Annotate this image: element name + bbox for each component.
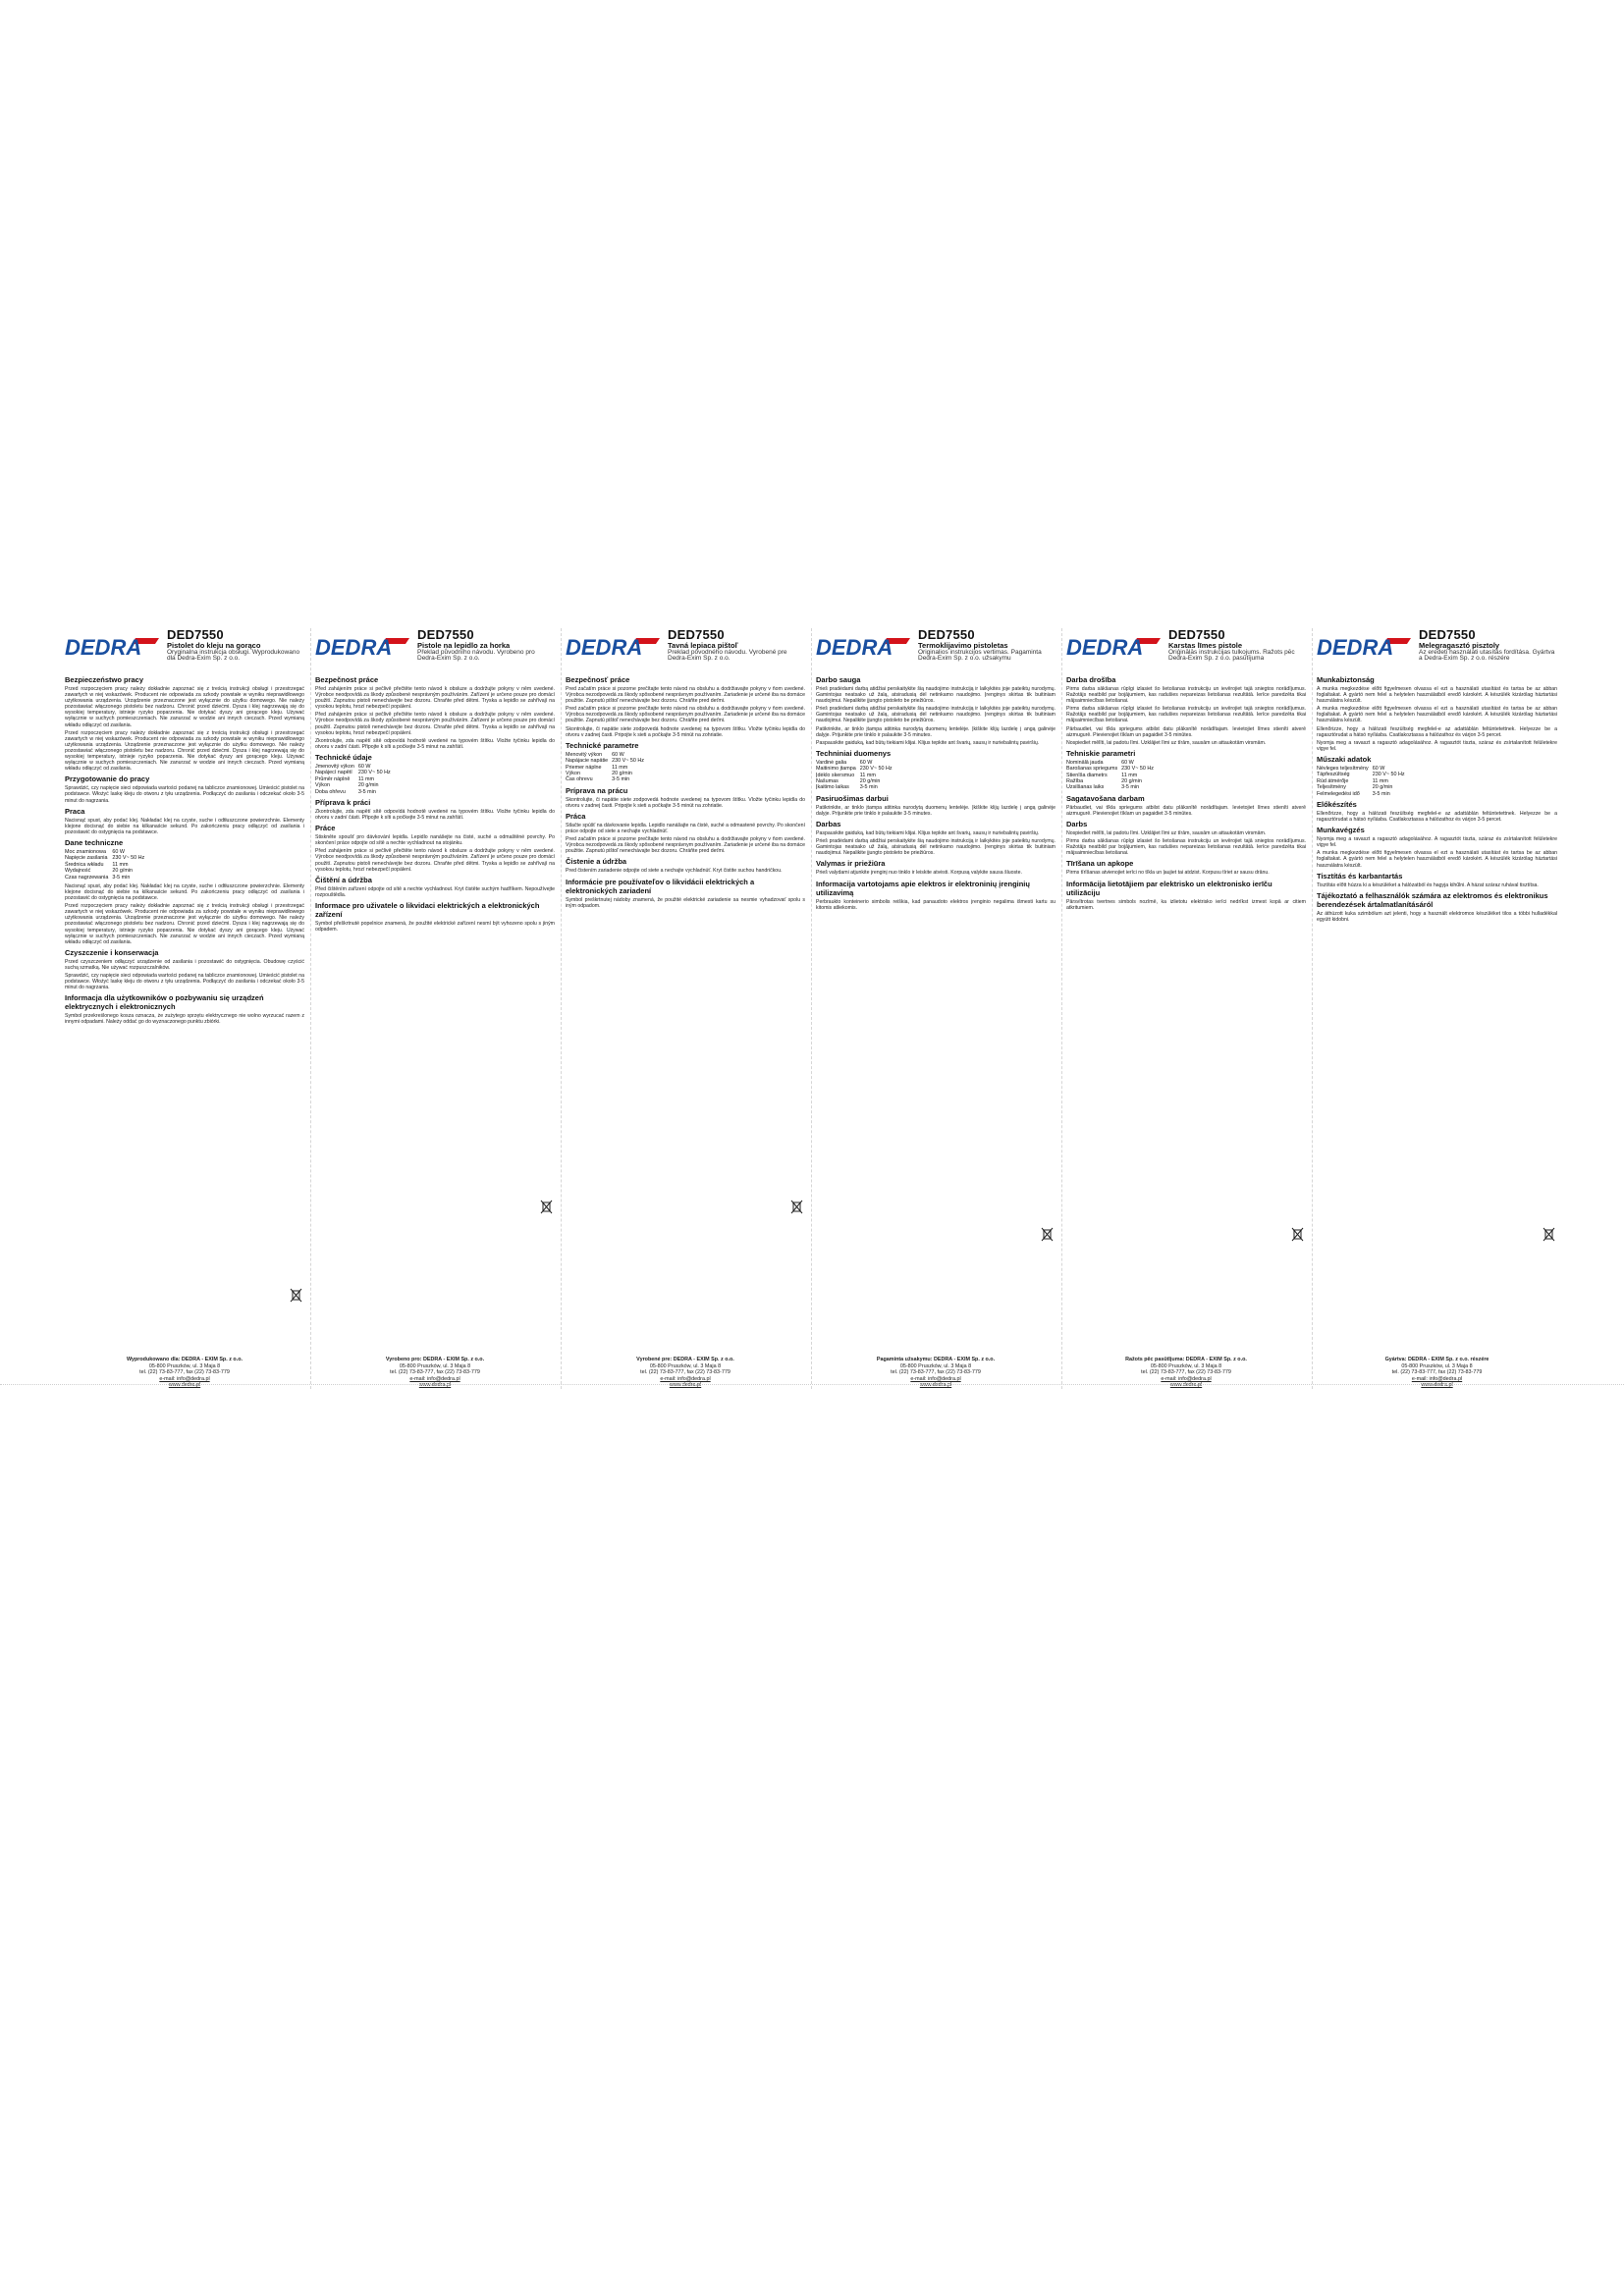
spec-table [566, 752, 648, 783]
product-name: Karstas līmes pistole [1168, 640, 1243, 650]
section-text: Prieš pradėdami darbą atidžiai perskaitykite šią naudojimo instrukciją ir laikykitės joje pateiktų nurodymų. Gamintojas neatsako už žalą, atsiradusią dėl netinkamo naudojimo. Įrenginys skirtas tik buitiniam naudojimui. Nepalikite įjungto pistoleto be priežiūros. [816, 838, 1056, 857]
spec-row: Barošanas spriegums 230 V~ 50 Hz [1066, 766, 1154, 773]
model-number: DED7550 [1419, 628, 1476, 642]
section-text: A munka megkezdése előtt figyelmesen olvassa el ezt a használati utasítást és tartsa be az abban foglaltakat. A gyártó nem felel a helytelen használatból eredő károkért. A készülék kizárólag háztartási használatra készült. [1317, 850, 1557, 869]
importer-note: Originalios instrukcijos vertimas. Pagaminta Dedra-Exim Sp. z o.o. užsakymu [918, 648, 1042, 663]
dedra-logo [566, 634, 662, 660]
column-footer: Vyrobené pre: DEDRA - EXIM Sp. z o.o. 05-800 Pruszków, ul. 3 Maja 8 tel. (22) 73-83-777, fax (22) 73-83-779 e-mail: info@dedra.pl www.dedra.pl [566, 1357, 805, 1389]
spec-row: Teljesítmény 20 g/min [1317, 784, 1393, 791]
column-pl [61, 628, 311, 1389]
dedra-logo [816, 634, 912, 660]
section-title: Technické parametre [566, 740, 639, 750]
crossed-bin-icon [540, 1200, 553, 1214]
fold-line [0, 1384, 1624, 1387]
importer-note: Preklad pôvodného návodu. Vyrobené pre Dedra-Exim Sp. z o.o. [668, 648, 787, 663]
section-text: Patikrinkite, ar tinklo įtampa atitinka nurodytą duomenų lentelėje. Įkiškite klijų lazdelę į angą galinėje dalyje. Prijunkite prie tinklo ir palaukite 3-5 minutes. [816, 725, 1056, 738]
section-text: Pirms darba sākšanas rūpīgi izlasiet šo lietošanas instrukciju un ievērojiet tajā sniegtos norādījumus. Ražotājs neatbild par bojājumiem, kas radušies nepareizas lietošanas rezultātā. Ierīce paredzēta tikai mājsaimniecības lietošanai. [1066, 838, 1306, 857]
section-text: A munka megkezdése előtt figyelmesen olvassa el ezt a használati utasítást és tartsa be az abban foglaltakat. A gyártó nem felel a helytelen használatból eredő károkért. A készülék kizárólag háztartási használatra készült. [1317, 706, 1557, 724]
spec-row: Névleges teljesítmény 60 W [1317, 765, 1385, 772]
column-header [816, 628, 1056, 671]
column-footer: Vyrobeno pro: DEDRA - EXIM Sp. z o.o. 05-800 Pruszków, ul. 3 Maja 8 tel. (22) 73-83-777, fax (22) 73-83-779 e-mail: info@dedra.pl www.dedra.pl [315, 1357, 555, 1389]
column-lv [1062, 628, 1313, 1389]
section-text: Przed rozpoczęciem pracy należy dokładnie zapoznać się z treścią instrukcji obsługi i przestrzegać zawartych w niej wskazówek. Producent nie odpowiada za szkody powstałe w wyniku nieprawidłowego użytkowania urządzenia. Urządzenie przeznaczone jest wyłącznie do użytku domowego. Nie należy pozostawiać włączonego pistoletu bez nadzoru. Chronić przed dziećmi. Dysza i klej nagrzewają się do wysokiej temperatury, istnieje ryzyko poparzenia. Nie dotykać dyszy ani gorącego kleju. Używać wyłącznie w suchych pomieszczeniach. Nie zanurzać w wodzie ani innych cieczach. Przed wymianą wkładu odłączyć od zasilania. [65, 686, 304, 728]
section-text: Prieš valydami atjunkite įrenginį nuo tinklo ir leiskite atvėsti. Korpusą valykite sausa šluoste. [816, 870, 1022, 877]
spec-row: Nominālā jauda 60 W [1066, 759, 1134, 766]
section-title: Munkavégzés [1317, 826, 1365, 835]
column-hu [1313, 628, 1563, 1389]
section-title: Príprava na prácu [566, 785, 628, 795]
language-columns [61, 628, 1563, 1389]
section-text: Pārsvītrotas tvertnes simbols nozīmē, ka izlietotu elektrisko ierīci nedrīkst izmest kopā ar citiem atkritumiem. [1066, 898, 1306, 911]
section-title: Tájékoztató a felhasználók számára az elektromos és elektronikus berendezések ártalmatlanításáról [1317, 890, 1548, 909]
section-text: Prieš pradėdami darbą atidžiai perskaitykite šią naudojimo instrukciją ir laikykitės joje pateiktų nurodymų. Gamintojas neatsako už žalą, atsiradusią dėl netinkamo naudojimo. Įrenginys skirtas tik buitiniam naudojimui. Nepalikite įjungto pistoleto be priežiūros. [816, 686, 1056, 705]
section-text: Przed czyszczeniem odłączyć urządzenie od zasilania i pozostawić do ostygnięcia. Obudowę czyścić suchą szmatką. Nie używać rozpuszczalników. [65, 958, 304, 971]
crossed-bin-icon [790, 1200, 803, 1214]
column-footer: Pagaminta užsakymu: DEDRA - EXIM Sp. z o.o. 05-800 Pruszków, ul. 3 Maja 8 tel. (22) 73-83-777, fax (22) 73-83-779 e-mail: info@dedra.pl www.dedra.pl [816, 1357, 1056, 1389]
section-title: Czyszczenie i konserwacja [65, 947, 159, 957]
section-title: Práce [315, 824, 336, 833]
svg-text:DEDRA: DEDRA [315, 635, 393, 660]
email-link[interactable]: e-mail: info@dedra.pl [1411, 1375, 1463, 1382]
section-text: Symbol przekreślonego kosza oznacza, że zużytego sprzętu elektrycznego nie wolno wyrzucać razem z innymi odpadami. Należy oddać go do wyznaczonego punktu zbiórki. [65, 1013, 304, 1026]
email-link[interactable]: e-mail: info@dedra.pl [159, 1375, 210, 1382]
column-footer: Ražots pēc pasūtījuma: DEDRA - EXIM Sp. z o.o. 05-800 Pruszków, ul. 3 Maja 8 tel. (22) 73-83-777, fax (22) 73-83-779 e-mail: info@dedra.pl www.dedra.pl [1066, 1357, 1306, 1389]
website-link[interactable]: www.dedra.pl [1421, 1382, 1453, 1389]
spec-row: Jmenovitý výkon 60 W [315, 763, 371, 770]
svg-text:DEDRA: DEDRA [65, 635, 142, 660]
section-text: Před zahájením práce si pečlivě přečtěte tento návod k obsluze a dodržujte pokyny v něm uvedené. Výrobce neodpovídá za škody způsobené nesprávným používáním. Zařízení je určeno pouze pro domácí použití. Zapnutou pistoli nenechávejte bez dozoru. Chraňte před dětmi. Tryska a lepidlo se zahřívají na vysokou teplotu, hrozí nebezpečí popálení. [315, 686, 555, 711]
spec-table [1317, 766, 1409, 797]
model-number: DED7550 [1168, 628, 1225, 642]
section-title: Tehniskie parametri [1066, 748, 1136, 758]
crossed-bin-icon [1041, 1227, 1054, 1242]
spec-row: Czas nagrzewania 3-5 min [65, 874, 131, 881]
spec-row: Moc znamionowa 60 W [65, 848, 125, 855]
product-name: Termoklijavimo pistoletas [918, 640, 1008, 650]
section-text: Prieš pradėdami darbą atidžiai perskaitykite šią naudojimo instrukciją ir laikykitės joje pateiktų nurodymų. Gamintojas neatsako už žalą, atsiradusią dėl netinkamo naudojimo. Įrenginys skirtas tik buitiniam naudojimui. Nepalikite įjungto pistoleto be priežiūros. [816, 706, 1056, 724]
importer-note: Překlad původního návodu. Vyrobeno pro Dedra-Exim Sp. z o.o. [417, 648, 535, 663]
spec-table [1066, 760, 1158, 791]
crossed-bin-icon [290, 1288, 302, 1303]
section-text: Nacisnąć spust, aby podać klej. Nakładać klej na czyste, suche i odtłuszczone powierzchnie. Elementy klejone docisnąć do siebie na kilkanaście sekund. Po zakończeniu pracy odłączyć od zasilania i pozostawić do ostygnięcia na podstawce. [65, 882, 304, 902]
spec-table [65, 849, 148, 881]
section-text: Sprawdzić, czy napięcie sieci odpowiada wartości podanej na tabliczce znamionowej. Umieścić pistolet na podstawce. Włożyć laskę kleju do otworu z tyłu urządzenia. Podłączyć do zasilania i odczekać około 3-5 minut do nagrzania. [65, 973, 304, 991]
section-text: A munka megkezdése előtt figyelmesen olvassa el ezt a használati utasítást és tartsa be az abban foglaltakat. A gyártó nem felel a helytelen használatból eredő károkért. A készülék kizárólag háztartási használatra készült. [1317, 686, 1557, 705]
section-text: Paspauskite gaiduką, kad būtų tiekiami klijai. Klijus tepkite ant švarių, sausų ir nuriebalintų paviršių. [816, 830, 1040, 837]
crossed-bin-icon [1543, 1227, 1555, 1242]
section-text: Zkontrolujte, zda napětí sítě odpovídá hodnotě uvedené na typovém štítku. Vložte tyčinku lepidla do otvoru v zadní části. Připojte k síti a počkejte 3-5 minut na zahřátí. [315, 808, 555, 822]
section-text: Zkontrolujte, zda napětí sítě odpovídá hodnotě uvedené na typovém štítku. Vložte tyčinku lepidla do otvoru v zadní části. Připojte k síti a počkejte 3-5 minut na zahřátí. [315, 737, 555, 750]
importer-note: Oryginalna instrukcja obsługi. Wyprodukowano dla Dedra-Exim Sp. z o.o. [167, 648, 300, 663]
model-number: DED7550 [417, 628, 474, 642]
product-name: Pistolet do kleju na gorąco [167, 640, 261, 650]
section-text: Przed rozpoczęciem pracy należy dokładnie zapoznać się z treścią instrukcji obsługi i przestrzegać zawartych w niej wskazówek. Producent nie odpowiada za szkody powstałe w wyniku nieprawidłowego użytkowania urządzenia. Urządzenie przeznaczone jest wyłącznie do użytku domowego. Nie należy pozostawiać włączonego pistoletu bez nadzoru. Chronić przed dziećmi. Dysza i klej nagrzewają się do wysokiej temperatury, istnieje ryzyko poparzenia. Nie dotykać dyszy ani gorącego kleju. Używać wyłącznie w suchych pomieszczeniach. Nie zanurzać w wodzie ani innych cieczach. Przed wymianą wkładu odłączyć od zasilania. [65, 903, 304, 945]
section-text: Perbraukto konteinerio simbolis reiškia, kad panaudoto elektros įrenginio negalima išmesti kartu su kitomis atliekomis. [816, 898, 1056, 911]
svg-text:DEDRA: DEDRA [1066, 635, 1144, 660]
section-title: Práca [566, 811, 586, 821]
column-header [1066, 628, 1306, 671]
section-text: Skontrolujte, či napätie siete zodpovedá hodnote uvedenej na typovom štítku. Vložte tyčinku lepidla do otvoru v zadnej časti. Pripojte k sieti a počkajte 3-5 minút na zohriatie. [566, 796, 805, 809]
section-text: Pirms darba sākšanas rūpīgi izlasiet šo lietošanas instrukciju un ievērojiet tajā sniegtos norādījumus. Ražotājs neatbild par bojājumiem, kas radušies nepareizas lietošanas rezultātā. Ierīce paredzēta tikai mājsaimniecības lietošanai. [1066, 706, 1306, 724]
crossed-bin-icon [1291, 1227, 1304, 1242]
website-link[interactable]: www.dedra.pl [418, 1382, 452, 1389]
svg-text:DEDRA: DEDRA [816, 635, 893, 660]
spec-row: Įdėklo skersmuo 11 mm [816, 772, 876, 778]
spec-row: Napájecí napětí 230 V~ 50 Hz [315, 770, 391, 776]
section-title: Praca [65, 806, 85, 816]
section-title: Előkészítés [1317, 799, 1357, 809]
section-text: Před zahájením práce si pečlivě přečtěte tento návod k obsluze a dodržujte pokyny v něm uvedené. Výrobce neodpovídá za škody způsobené nesprávným používáním. Zařízení je určeno pouze pro domácí použití. Zapnutou pistoli nenechávejte bez dozoru. Chraňte před dětmi. Tryska a lepidlo se zahřívají na vysokou teplotu, hrozí nebezpečí popálení. [315, 848, 555, 873]
svg-text:DEDRA: DEDRA [1317, 635, 1394, 660]
section-title: Informacja dla użytkowników o pozbywaniu się urządzeń elektrycznych i elektronicznych [65, 993, 264, 1012]
section-text: Pirms tīrīšanas atvienojiet ierīci no tīkla un ļaujiet tai atdzist. Korpusu tīriet ar sausu drānu. [1066, 870, 1270, 877]
spec-row: Rúd átmérője 11 mm [1317, 777, 1388, 784]
column-header [315, 628, 555, 671]
spec-table [315, 764, 395, 795]
section-title: Przygotowanie do pracy [65, 774, 150, 784]
section-text: Symbol přeškrtnuté popelnice znamená, že použité elektrické zařízení nesmí být vyhozeno spolu s jiným odpadem. [315, 920, 555, 933]
section-text: Symbol preškrtnutej nádoby znamená, že použité elektrické zariadenie sa nesmie vyhadzovať spolu s iným odpadom. [566, 896, 805, 909]
spec-row: Tápfeszültség 230 V~ 50 Hz [1317, 772, 1405, 778]
section-text: Ellenőrizze, hogy a hálózati feszültség megfelel-e az adattáblán feltüntetettnek. Helyezze be a ragasztórudat a hátsó nyílásba. Csatlakoztassa a hálózathoz és várjon 3-5 percet. [1317, 810, 1557, 824]
section-text: Pred začatím práce si pozorne prečítajte tento návod na obsluhu a dodržiavajte pokyny v ňom uvedené. Výrobca nezodpovedá za škody spôsobené nesprávnym používaním. Zariadenie je určené iba na domáce použitie. Zapnutú pištoľ nenechávajte bez dozoru. Chráňte pred deťmi. [566, 706, 805, 724]
section-title: Darba drošība [1066, 675, 1116, 684]
dedra-logo [1317, 634, 1413, 660]
section-text: Stlačte spúšť na dávkovanie lepidla. Lepidlo nanášajte na čisté, suché a odmastené povrchy. Po skončení práce odpojte od siete a nechajte vychladnúť. [566, 822, 805, 835]
section-title: Tisztítás és karbantartás [1317, 871, 1403, 881]
column-header [566, 628, 805, 671]
section-text: Sprawdzić, czy napięcie sieci odpowiada wartości podanej na tabliczce znamionowej. Umieścić pistolet na podstawce. Włożyć laskę kleju do otworu z tyłu urządzenia. Podłączyć do zasilania i odczekać około 3-5 minut do nagrzania. [65, 785, 304, 804]
section-text: Pārbaudiet, vai tīkla spriegums atbilst datu plāksnītē norādītajam. Ievietojiet līmes stienīti atverē aizmugurē. Pievienojiet tīklam un pagaidiet 3-5 minūtes. [1066, 725, 1306, 738]
section-title: Sagatavošana darbam [1066, 793, 1145, 803]
spec-row: Felmelegedési idő 3-5 min [1317, 790, 1390, 797]
column-header [1317, 628, 1557, 671]
section-title: Pasiruošimas darbui [816, 793, 889, 803]
section-title: Munkabiztonság [1317, 675, 1375, 684]
spec-row: Priemer náplne 11 mm [566, 764, 628, 771]
section-text: Przed rozpoczęciem pracy należy dokładnie zapoznać się z treścią instrukcji obsługi i przestrzegać zawartych w niej wskazówek. Producent nie odpowiada za szkody powstałe w wyniku nieprawidłowego użytkowania urządzenia. Urządzenie przeznaczone jest wyłącznie do użytku domowego. Nie należy pozostawiać włączonego pistoletu bez nadzoru. Chronić przed dziećmi. Dysza i klej nagrzewają się do wysokiej temperatury, istnieje ryzyko poparzenia. Nie dotykać dyszy ani gorącego kleju. Używać wyłącznie w suchych pomieszczeniach. Nie zanurzać w wodzie ani innych cieczach. Przed wymianą wkładu odłączyć od zasilania. [65, 729, 304, 773]
section-title: Informācija lietotājiem par elektrisko un elektronisko ierīču utilizāciju [1066, 879, 1272, 897]
section-text: Nyomja meg a ravaszt a ragasztó adagolásához. A ragasztót tiszta, száraz és zsírtalanított felületekre vigye fel. [1317, 739, 1557, 752]
spec-row: Uzsilšanas laiks 3-5 min [1066, 784, 1140, 791]
section-text: Az áthúzott kuka szimbólum azt jelenti, hogy a használt elektromos készüléket tilos a többi hulladékkal együtt kidobni. [1317, 910, 1557, 923]
section-title: Darbs [1066, 820, 1088, 829]
section-text: Pārbaudiet, vai tīkla spriegums atbilst datu plāksnītē norādītajam. Ievietojiet līmes stienīti atverē aizmugurē. Pievienojiet tīklam un pagaidiet 3-5 minūtes. [1066, 804, 1306, 817]
website-link[interactable]: www.dedra.pl [669, 1382, 702, 1389]
product-name: Melegragasztó pisztoly [1419, 640, 1500, 650]
section-text: Tisztítás előtt húzza ki a készüléket a hálózatból és hagyja kihűlni. A házat száraz ruhával tisztítsa. [1317, 881, 1539, 888]
spec-row: Menovitý výkon 60 W [566, 751, 624, 758]
column-footer: Wyprodukowano dla: DEDRA - EXIM Sp. z o.o. 05-800 Pruszków, ul. 3 Maja 8 tel. (22) 73-83-777, fax (22) 73-83-779 e-mail: info@dedra.pl www.dedra.pl [65, 1357, 304, 1389]
section-title: Čistenie a údržba [566, 857, 627, 867]
section-text: Stiskněte spoušť pro dávkování lepidla. Lepidlo nanášejte na čisté, suché a odmaštěné povrchy. Po skončení práce odpojte od sítě a nechte vychladnout na stojánku. [315, 834, 555, 847]
section-text: Nacisnąć spust, aby podać klej. Nakładać klej na czyste, suche i odtłuszczone powierzchnie. Elementy klejone docisnąć do siebie na kilkanaście sekund. Po zakończeniu pracy odłączyć od zasilania i pozostawić do ostygnięcia na podstawce. [65, 817, 304, 835]
model-number: DED7550 [918, 628, 975, 642]
model-number: DED7550 [668, 628, 725, 642]
section-title: Bezpečnosť práce [566, 675, 630, 684]
column-footer: Gyártva: DEDRA - EXIM Sp. z o.o. részére 05-800 Pruszków, ul. 3 Maja 8 tel. (22) 73-83-777, fax (22) 73-83-779 e-mail: info@dedra.pl www.dedra.pl [1317, 1357, 1557, 1389]
section-text: Pred začatím práce si pozorne prečítajte tento návod na obsluhu a dodržiavajte pokyny v ňom uvedené. Výrobca nezodpovedá za škody spôsobené nesprávnym používaním. Zariadenie je určené iba na domáce použitie. Zapnutú pištoľ nenechávajte bez dozoru. Chráňte pred deťmi. [566, 686, 805, 705]
spec-row: Doba ohřevu 3-5 min [315, 788, 376, 795]
section-title: Bezpieczeństwo pracy [65, 675, 144, 684]
section-title: Bezpečnost práce [315, 675, 379, 684]
dedra-logo [315, 634, 411, 660]
dedra-logo [65, 634, 161, 660]
section-title: Tīrīšana un apkope [1066, 859, 1134, 869]
product-name: Pistole na lepidlo za horka [417, 640, 511, 650]
section-title: Informace pro uživatele o likvidaci elektrických a elektronických zařízení [315, 900, 540, 919]
email-link[interactable]: e-mail: info@dedra.pl [910, 1375, 961, 1382]
spec-row: Stienīša diametrs 11 mm [1066, 772, 1138, 778]
website-link[interactable]: www.dedra.pl [919, 1382, 952, 1389]
spec-row: Našumas 20 g/min [816, 778, 881, 785]
section-title: Informacija vartotojams apie elektros ir elektroninių įrenginių utilizavimą [816, 879, 1030, 897]
spec-row: Maitinimo įtampa 230 V~ 50 Hz [816, 766, 893, 773]
section-title: Darbas [816, 820, 841, 829]
spec-row: Výkon 20 g/min [315, 782, 379, 789]
section-text: Pirms darba sākšanas rūpīgi izlasiet šo lietošanas instrukciju un ievērojiet tajā sniegtos norādījumus. Ražotājs neatbild par bojājumiem, kas radušies nepareizas lietošanas rezultātā. Ierīce paredzēta tikai mājsaimniecības lietošanai. [1066, 686, 1306, 705]
spec-table [816, 760, 896, 791]
section-title: Příprava k práci [315, 797, 371, 807]
section-text: Pred čistením zariadenie odpojte od siete a nechajte vychladnúť. Kryt čistite suchou handričkou. [566, 868, 783, 875]
section-text: Před zahájením práce si pečlivě přečtěte tento návod k obsluze a dodržujte pokyny v něm uvedené. Výrobce neodpovídá za škody způsobené nesprávným používáním. Zařízení je určeno pouze pro domácí použití. Zapnutou pistoli nenechávejte bez dozoru. Chraňte před dětmi. Tryska a lepidlo se zahřívají na vysokou teplotu, hrozí nebezpečí popálení. [315, 712, 555, 736]
section-title: Darbo sauga [816, 675, 861, 684]
importer-note: Oriģinālās instrukcijas tulkojums. Ražots pēc Dedra-Exim Sp. z o.o. pasūtījuma [1168, 648, 1295, 663]
spec-row: Průměr náplně 11 mm [315, 775, 374, 782]
website-link[interactable]: www.dedra.pl [168, 1382, 201, 1389]
section-text: Před čištěním zařízení odpojte od sítě a nechte vychladnout. Kryt čistěte suchým hadříkem. Nepoužívejte rozpouštědla. [315, 885, 555, 898]
email-link[interactable]: e-mail: info@dedra.pl [409, 1375, 460, 1382]
spec-row: Vardinė galia 60 W [816, 759, 873, 766]
section-title: Dane techniczne [65, 837, 124, 847]
column-cz [311, 628, 562, 1389]
spec-row: Įkaitimo laikas 3-5 min [816, 784, 878, 791]
email-link[interactable]: e-mail: info@dedra.pl [660, 1375, 711, 1382]
column-header [65, 628, 304, 671]
spec-row: Wydajność 20 g/min [65, 868, 134, 875]
spec-row: Napięcie zasilania 230 V~ 50 Hz [65, 855, 145, 862]
section-text: Paspauskite gaiduką, kad būtų tiekiami klijai. Klijus tepkite ant švarių, sausų ir nuriebalintų paviršių. [816, 739, 1040, 746]
dedra-logo [1066, 634, 1163, 660]
email-link[interactable]: e-mail: info@dedra.pl [1161, 1375, 1212, 1382]
section-text: Nospiediet mēlīti, lai padotu līmi. Uzklājiet līmi uz tīrām, sausām un attaukotām virsmām. [1066, 830, 1267, 837]
spec-row: Výkon 20 g/min [566, 770, 632, 776]
product-name: Tavná lepiaca pištoľ [668, 640, 738, 650]
spec-row: Napájacie napätie 230 V~ 50 Hz [566, 758, 644, 765]
section-title: Čištění a údržba [315, 875, 372, 884]
section-text: Nospiediet mēlīti, lai padotu līmi. Uzklājiet līmi uz tīrām, sausām un attaukotām virsmām. [1066, 739, 1267, 746]
section-title: Technické údaje [315, 752, 372, 762]
section-text: Nyomja meg a ravaszt a ragasztó adagolásához. A ragasztót tiszta, száraz és zsírtalanított felületekre vigye fel. [1317, 836, 1557, 849]
svg-text:DEDRA: DEDRA [566, 635, 643, 660]
section-text: Ellenőrizze, hogy a hálózati feszültség megfelel-e az adattáblán feltüntetettnek. Helyezze be a ragasztórudat a hátsó nyílásba. Csatlakoztassa a hálózathoz és várjon 3-5 percet. [1317, 725, 1557, 738]
section-text: Skontrolujte, či napätie siete zodpovedá hodnote uvedenej na typovom štítku. Vložte tyčinku lepidla do otvoru v zadnej časti. Pripojte k sieti a počkajte 3-5 minút na zohriatie. [566, 725, 805, 738]
spec-row: Čas ohrevu 3-5 min [566, 776, 630, 783]
spec-row: Średnica wkładu 11 mm [65, 861, 129, 868]
section-title: Informácie pre používateľov o likvidácii elektrických a elektronických zariadení [566, 877, 755, 895]
section-text: Pred začatím práce si pozorne prečítajte tento návod na obsluhu a dodržiavajte pokyny v ňom uvedené. Výrobca nezodpovedá za škody spôsobené nesprávnym používaním. Zariadenie je určené iba na domáce použitie. Zapnutú pištoľ nenechávajte bez dozoru. Chráňte pred deťmi. [566, 836, 805, 855]
section-text: Patikrinkite, ar tinklo įtampa atitinka nurodytą duomenų lentelėje. Įkiškite klijų lazdelę į angą galinėje dalyje. Prijunkite prie tinklo ir palaukite 3-5 minutes. [816, 804, 1056, 817]
section-title: Valymas ir priežiūra [816, 859, 886, 869]
section-title: Techniniai duomenys [816, 748, 892, 758]
spec-row: Ražība 20 g/min [1066, 778, 1142, 785]
column-sk [562, 628, 812, 1389]
website-link[interactable]: www.dedra.pl [1169, 1382, 1203, 1389]
model-number: DED7550 [167, 628, 224, 642]
manual-sheet [61, 628, 1563, 1389]
section-title: Műszaki adatok [1317, 754, 1372, 764]
importer-note: Az eredeti használati utasítás fordítása. Gyártva a Dedra-Exim Sp. z o.o. részére [1419, 648, 1555, 663]
column-lt [812, 628, 1062, 1389]
